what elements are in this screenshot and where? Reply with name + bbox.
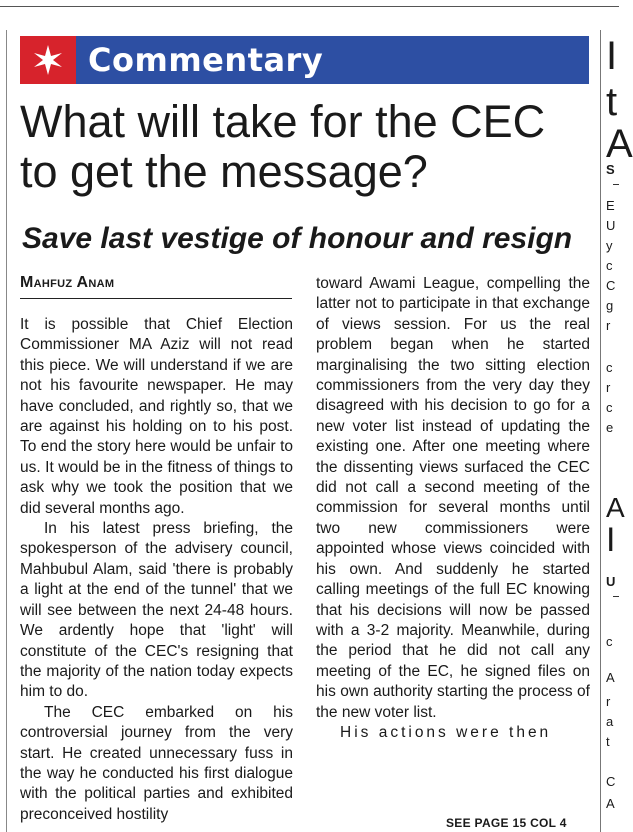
adjacent-text-letter: r [606, 694, 611, 709]
adjacent-text-letter: A [606, 796, 615, 811]
paragraph: It is possible that Chief Election Commissioner MA Aziz will not read this piece. We will understand if we are not his favourite newspaper. He may have concluded, and rightly so, that we are against his holding on to his post. To end the story here would be unfair to us. It would be in the fitness of things to ask why we took the position that we did several months ago. [20, 316, 293, 517]
paragraph: toward Awami League, compelling the latter not to participate in that exchange of views session. For us the real problem began when he started marginalising the two sitting election commissioners from the very day they disagreed with his decision to go for a new voter list instead of updating the existing one. After one meeting where the dissenting views surfaced the CEC did not call a second meeting of the commission for several months until two new commissioners were appointed whose views coincided with his own. And suddenly he started calling meetings of the full EC knowing that his decisions will now be passed with a 3-2 majority. Meanwhile, during the period that he did not call any meeting of the EC, he signed files on his own authority starting the process of the new voter list. [316, 275, 590, 721]
starburst-icon [20, 36, 76, 84]
adjacent-rule [613, 184, 619, 185]
paragraph: In his latest press briefing, the spokesperson of the advisery council, Mahbubul Alam, said 'there is probably a light at the end of the tunnel' that we will see between the next 24-48 hours. We ardently hope that 'light' will constitute of the CEC's resigning that the majority of the nation today expects him to do. [20, 520, 293, 701]
adjacent-text-letter: c [606, 258, 613, 273]
subheadline: Save last vestige of honour and resign [22, 222, 573, 255]
adjacent-text-letter: a [606, 714, 614, 729]
adjacent-byline-letter: S [606, 162, 615, 177]
byline: Mahfuz Anam [20, 274, 292, 299]
adjacent-headline-letter: t [606, 80, 618, 124]
section-title: Commentary [88, 41, 324, 79]
article-column-2 [316, 274, 590, 743]
adjacent-headline-letter: A [606, 492, 625, 523]
adjacent-text-letter: r [606, 318, 611, 333]
adjacent-headline-letter: I [606, 521, 616, 559]
adjacent-text-letter: t [606, 734, 610, 749]
adjacent-text-letter: y [606, 238, 613, 253]
article-column-1 [20, 315, 293, 825]
adjacent-text-letter: c [606, 634, 613, 649]
adjacent-text-letter: A [606, 670, 615, 685]
adjacent-text-letter: E [606, 198, 615, 213]
adjacent-rule [613, 596, 619, 597]
paragraph: His actions were then [340, 723, 552, 741]
page-edge [6, 30, 7, 832]
top-rule [0, 6, 619, 7]
headline: What will take for the CEC to get the message? [20, 96, 546, 197]
adjacent-byline-letter: U [606, 574, 616, 589]
adjacent-text-letter: c [606, 360, 613, 375]
paragraph: The CEC embarked on his controversial journey from the very start. He created unnecessary fuss in the way he conducted his first dialogue with the political parties and exhibited preconceived hostility [20, 703, 293, 823]
continuation-link[interactable]: SEE PAGE 15 COL 4 [446, 816, 567, 830]
adjacent-text-letter: r [606, 380, 611, 395]
adjacent-text-letter: C [606, 774, 616, 789]
adjacent-headline-letter: A [606, 122, 633, 166]
adjacent-text-letter: C [606, 278, 616, 293]
adjacent-text-letter: U [606, 218, 616, 233]
column-divider [600, 30, 601, 832]
adjacent-text-letter: g [606, 298, 614, 313]
section-banner [20, 36, 589, 84]
adjacent-text-letter: e [606, 420, 614, 435]
adjacent-headline-letter: I [606, 34, 618, 78]
adjacent-text-letter: c [606, 400, 613, 415]
